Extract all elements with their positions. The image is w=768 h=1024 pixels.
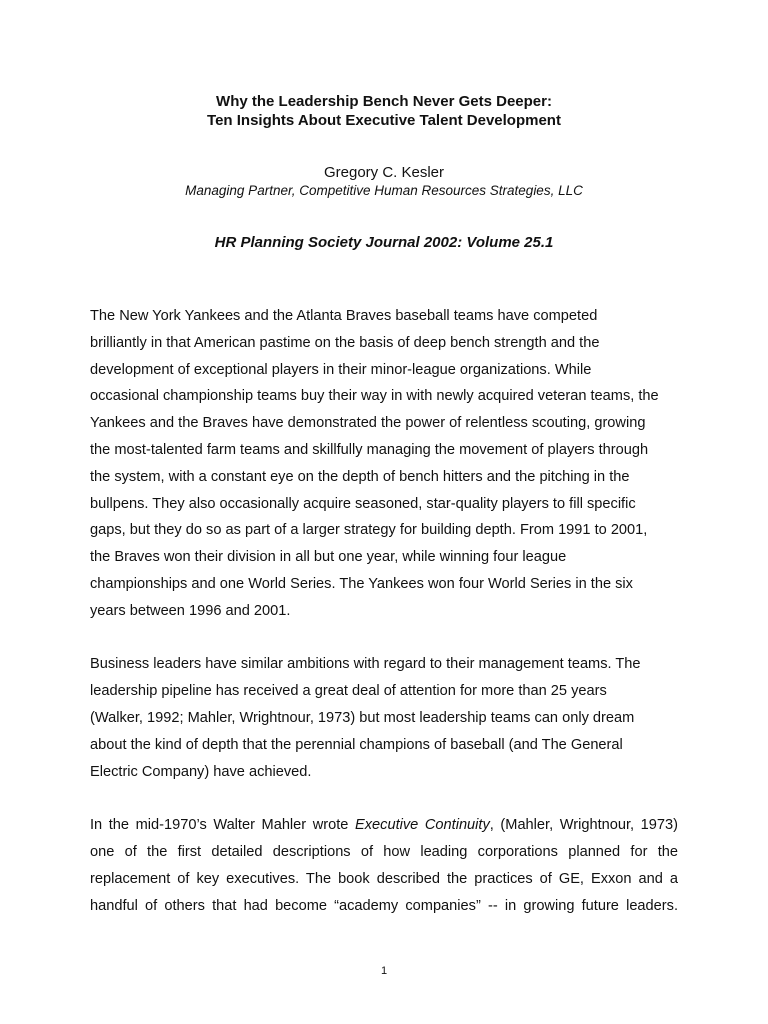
paragraph-line: development of exceptional players in their minor-league organizations. While	[90, 361, 592, 378]
text-run: , (Mahler, Wrightnour, 1973)	[489, 817, 678, 834]
paragraph-1	[90, 303, 678, 625]
paragraph-line: brilliantly in that American pastime on the basis of deep bench strength and the	[90, 334, 600, 351]
text-run: In the mid-1970’s Walter Mahler wrote	[90, 817, 356, 834]
paragraph-line: Electric Company) have achieved.	[90, 763, 312, 780]
paragraph-2	[90, 651, 678, 785]
author-name: Gregory C. Kesler	[323, 164, 445, 181]
paragraph-line: The New York Yankees and the Atlanta Braves baseball teams have competed	[90, 308, 598, 324]
paragraph-line: occasional championship teams buy their way in with newly acquired veteran teams, the	[90, 388, 659, 405]
paragraph-line: the system, with a constant eye on the depth of bench hitters and the pitching in the	[90, 468, 630, 485]
paragraph-line: gaps, but they do so as part of a larger strategy for building depth. From 1991 to 2001,	[90, 522, 648, 539]
journal-citation: HR Planning Society Journal 2002: Volume 25.1	[214, 234, 554, 251]
book-title: Executive Continuity	[355, 817, 490, 834]
paragraph-line: Yankees and the Braves have demonstrated the power of relentless scouting, growing	[90, 415, 646, 432]
author-affiliation: Managing Partner, Competitive Human Resources Strategies, LLC	[185, 183, 583, 198]
paragraph-3	[90, 812, 678, 919]
paragraph-line: championships and one World Series. The Yankees won four World Series in the six	[90, 575, 633, 592]
body-text	[90, 303, 678, 919]
title-line-1: Why the Leadership Bench Never Gets Deeper:	[216, 93, 552, 110]
title-line-2: Ten Insights About Executive Talent Development	[207, 112, 561, 129]
paragraph-line: about the kind of depth that the perennial champions of baseball (and The General	[90, 736, 623, 753]
page-number: 1	[380, 965, 388, 977]
paragraph-line: one of the first detailed descriptions of how leading corporations planned for the	[90, 843, 678, 860]
paragraph-line	[90, 812, 678, 839]
paragraph-line: the most-talented farm teams and skillfully managing the movement of players through	[90, 441, 649, 458]
paragraph-line: bullpens. They also occasionally acquire seasoned, star-quality players to fill specific	[90, 495, 636, 512]
paragraph-line: years between 1996 and 2001.	[90, 602, 291, 619]
paragraph-line: leadership pipeline has received a great deal of attention for more than 25 years	[90, 683, 607, 700]
paragraph-line: the Braves won their division in all but one year, while winning four league	[90, 549, 567, 566]
paragraph-line: Business leaders have similar ambitions with regard to their management teams. The	[90, 656, 641, 673]
paragraph-line: handful of others that had become “academy companies” -- in growing future leaders.	[90, 897, 678, 914]
paragraph-line: (Walker, 1992; Mahler, Wrightnour, 1973) but most leadership teams can only dream	[90, 709, 635, 726]
paragraph-line: replacement of key executives. The book described the practices of GE, Exxon and a	[90, 870, 678, 887]
